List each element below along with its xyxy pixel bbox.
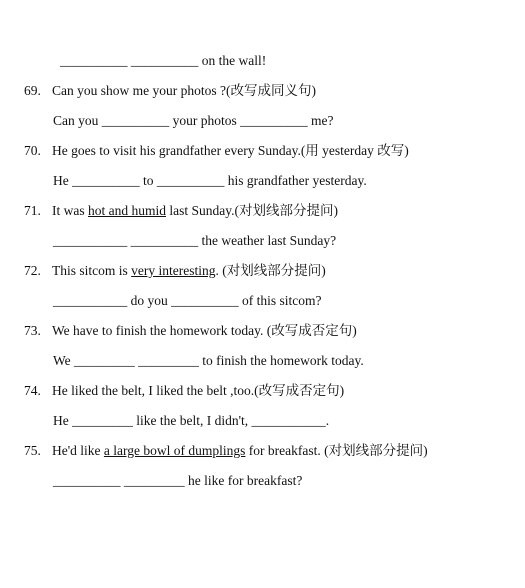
answer-blank[interactable]: __________ — [240, 113, 308, 128]
underlined-phrase: hot and humid — [88, 203, 166, 218]
answer-blank[interactable]: __________ — [101, 113, 170, 128]
line-text: on the wall! — [198, 53, 267, 68]
answer-line: Can you __________ your photos __________ me? — [53, 113, 334, 128]
underlined-phrase: very interesting — [131, 263, 216, 278]
question-text: He goes to visit his grandfather every Sunday.(用 yesterday 改写) — [52, 143, 409, 158]
question-number: 69. — [24, 83, 41, 98]
answer-blank[interactable]: ___________ — [53, 233, 128, 248]
answer-line: We _________ _________ to finish the homework today. — [53, 353, 364, 368]
answer-blank[interactable]: __________ — [130, 233, 199, 248]
question-72: 72. This sitcom is very interesting. (对划线部分提问) — [24, 263, 326, 278]
question-number: 70. — [24, 143, 41, 158]
question-number: 73. — [24, 323, 41, 338]
question-text: We have to finish the homework today. (改写成否定句) — [52, 323, 357, 338]
answer-line: __________ _________ he like for breakfast? — [53, 473, 303, 488]
question-text: He liked the belt, I liked the belt ,too.(改写成否定句) — [52, 383, 345, 398]
answer-blank[interactable]: __________ — [130, 53, 199, 68]
question-number: 72. — [24, 263, 41, 278]
answer-line: He __________ to __________ his grandfather yesterday. — [53, 173, 367, 188]
question-number: 71. — [24, 203, 41, 218]
answer-blank[interactable]: _________ — [72, 413, 133, 428]
answer-blank[interactable]: __________ — [53, 473, 121, 488]
question-73 — [24, 323, 357, 339]
answer-blank[interactable]: __________ — [60, 53, 128, 68]
question-69 — [24, 83, 316, 99]
answer-blank[interactable]: _________ — [123, 473, 185, 488]
answer-blank[interactable]: __________ — [171, 293, 239, 308]
underlined-phrase: a large bowl of dumplings — [103, 443, 246, 458]
answer-blank[interactable]: __________ — [72, 173, 140, 188]
question-74 — [24, 383, 344, 399]
answer-line: He _________ like the belt, I didn't, ___________. — [53, 413, 330, 428]
answer-blank[interactable]: ___________ — [53, 293, 128, 308]
question-number: 74. — [24, 383, 41, 398]
answer-blank[interactable]: ___________ — [251, 413, 326, 428]
answer-blank[interactable]: _________ — [74, 353, 135, 368]
answer-line — [60, 53, 266, 69]
answer-blank[interactable]: __________ — [156, 173, 225, 188]
answer-line: ___________ do you __________ of this sitcom? — [53, 293, 322, 308]
question-number: 75. — [24, 443, 41, 458]
question-70 — [24, 143, 409, 159]
answer-blank[interactable]: _________ — [138, 353, 199, 368]
question-75: 75. He'd like a large bowl of dumplings for breakfast. (对划线部分提问) — [24, 443, 428, 458]
question-text: Can you show me your photos ?(改写成同义句) — [52, 83, 316, 98]
question-71: 71. It was hot and humid last Sunday.(对划线部分提问) — [24, 203, 338, 218]
answer-line: ___________ __________ the weather last Sunday? — [53, 233, 337, 248]
